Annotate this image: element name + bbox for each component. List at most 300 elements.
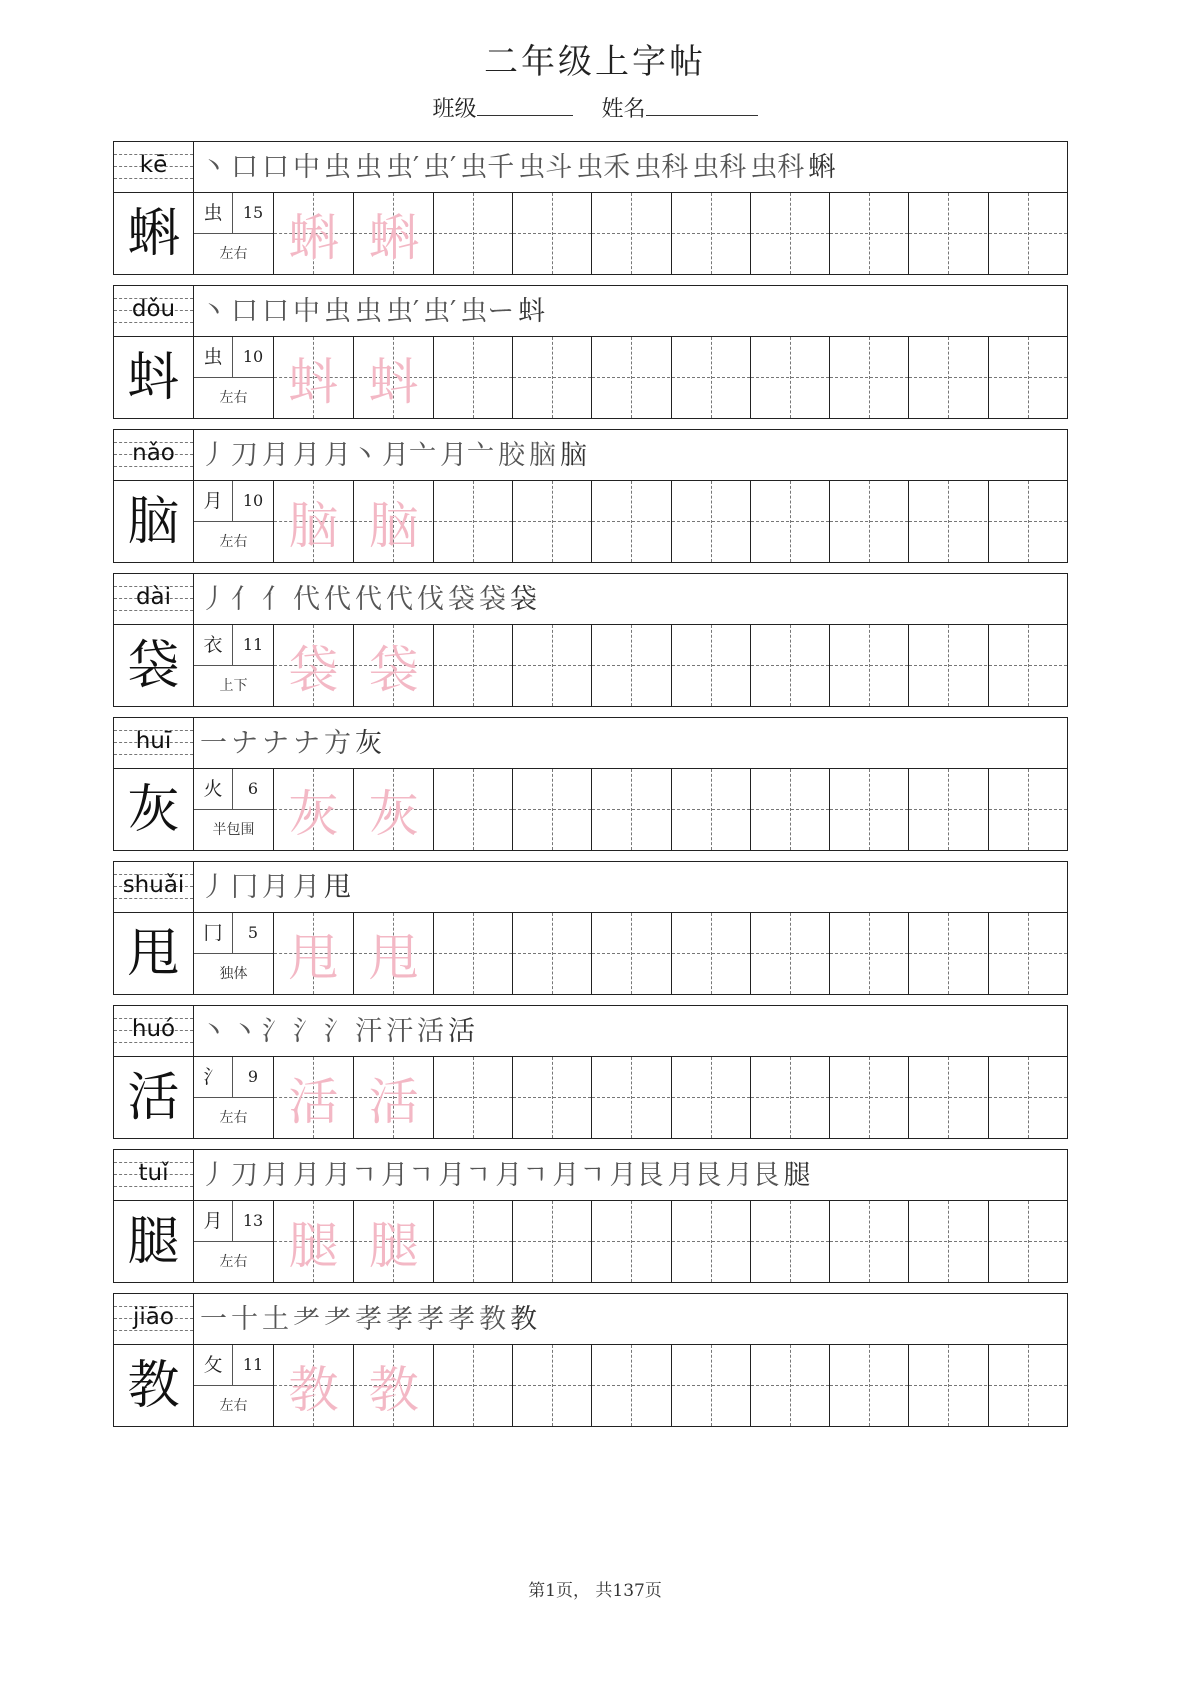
stroke-count: 5 xyxy=(233,913,273,954)
model-char-box xyxy=(114,1201,194,1282)
char-info xyxy=(194,1345,274,1426)
stroke-step: 中 xyxy=(293,152,320,183)
model-char-box xyxy=(114,769,194,850)
stroke-step: ナ xyxy=(231,728,258,759)
char-info xyxy=(194,481,274,562)
model-char-box xyxy=(114,1345,194,1426)
stroke-step: 汗 xyxy=(386,1016,413,1047)
grid-guide-v xyxy=(473,769,474,850)
stroke-step: 土 xyxy=(262,1304,289,1335)
stroke-sequence xyxy=(200,436,591,476)
stroke-step: 月亠 xyxy=(440,440,494,471)
stroke-step: 亻 xyxy=(231,584,258,615)
practice-cell[interactable] xyxy=(433,1201,512,1282)
practice-cell[interactable] xyxy=(591,337,670,418)
model-char: 蚪 xyxy=(127,347,180,408)
structure-label: 独体 xyxy=(219,966,248,982)
trace-cell[interactable] xyxy=(353,481,432,562)
stroke-step: 月丶 xyxy=(324,440,378,471)
grid-guide-v xyxy=(869,1057,870,1138)
practice-cell[interactable] xyxy=(671,193,750,274)
practice-cell[interactable] xyxy=(512,625,591,706)
practice-cell[interactable] xyxy=(750,1057,829,1138)
stroke-step: 虫ー xyxy=(460,296,515,327)
practice-cell[interactable] xyxy=(433,1057,512,1138)
grid-guide-v xyxy=(552,769,553,850)
stroke-step: 丶 xyxy=(200,296,227,327)
trace-char: 袋 xyxy=(288,640,339,699)
grid-guide-v xyxy=(631,1345,632,1426)
stroke-step: 伐 xyxy=(417,584,444,615)
practice-cell[interactable] xyxy=(671,913,750,994)
structure-label: 左右 xyxy=(219,1254,248,1270)
practice-cell[interactable] xyxy=(591,1057,670,1138)
grid-guide-v xyxy=(473,1057,474,1138)
grid-guide-v xyxy=(948,193,949,274)
stroke-order-row xyxy=(114,1294,1067,1345)
practice-cell[interactable] xyxy=(829,1345,908,1426)
grid-guide-v xyxy=(473,1201,474,1282)
practice-cell[interactable] xyxy=(908,625,987,706)
model-char: 蝌 xyxy=(127,203,180,264)
practice-cell[interactable] xyxy=(829,913,908,994)
trace-cell[interactable] xyxy=(274,193,353,274)
stroke-step: 腿 xyxy=(783,1160,811,1191)
stroke-sequence xyxy=(200,868,355,908)
pinyin-text: tuǐ xyxy=(138,1160,169,1186)
practice-cell[interactable] xyxy=(750,1345,829,1426)
stroke-step: 袋 xyxy=(510,584,537,615)
stroke-step: 蚪 xyxy=(518,296,546,327)
practice-cell[interactable] xyxy=(591,1201,670,1282)
grid-guide-v xyxy=(631,1201,632,1282)
trace-cell[interactable] xyxy=(274,1057,353,1138)
radical-label: 虫 xyxy=(194,337,233,378)
name-blank[interactable] xyxy=(646,95,758,116)
stroke-step: 孝 xyxy=(386,1304,413,1335)
practice-cell[interactable] xyxy=(512,1201,591,1282)
stroke-step: 甩 xyxy=(324,872,351,903)
practice-cell[interactable] xyxy=(988,1201,1067,1282)
stroke-step: 丶 xyxy=(231,1016,258,1047)
stroke-order-row xyxy=(114,718,1067,769)
practice-cell[interactable] xyxy=(433,337,512,418)
practice-cell[interactable] xyxy=(750,337,829,418)
grid-guide-v xyxy=(869,1345,870,1426)
trace-cell[interactable] xyxy=(353,769,432,850)
grid-guide-v xyxy=(552,1345,553,1426)
practice-cell[interactable] xyxy=(671,1201,750,1282)
grid-guide-v xyxy=(711,625,712,706)
grid-guide-v xyxy=(552,625,553,706)
trace-cell[interactable] xyxy=(353,1057,432,1138)
stroke-step: 中 xyxy=(293,296,320,327)
grid-guide-v xyxy=(1028,769,1029,850)
practice-cell[interactable] xyxy=(591,913,670,994)
stroke-step: 教 xyxy=(510,1304,537,1335)
grid-guide-v xyxy=(869,337,870,418)
grid-guide-v xyxy=(948,481,949,562)
stroke-step: 代 xyxy=(293,584,320,615)
trace-cell[interactable] xyxy=(274,625,353,706)
stroke-step: 虫 xyxy=(324,296,351,327)
char-block xyxy=(113,573,1068,707)
stroke-count: 6 xyxy=(233,769,273,810)
grid-guide-v xyxy=(631,769,632,850)
practice-cell[interactable] xyxy=(908,337,987,418)
practice-cell[interactable] xyxy=(829,1201,908,1282)
trace-char: 甩 xyxy=(288,928,339,987)
stroke-step: 胶 xyxy=(498,440,525,471)
stroke-step: 活 xyxy=(417,1016,444,1047)
practice-cell[interactable] xyxy=(908,1057,987,1138)
practice-rows xyxy=(113,141,1068,1437)
structure-label: 上下 xyxy=(219,678,248,694)
practice-cell[interactable] xyxy=(512,1057,591,1138)
model-char-box xyxy=(114,913,194,994)
pinyin-text: nǎo xyxy=(132,440,175,466)
grid-guide-v xyxy=(711,1057,712,1138)
stroke-step: ナ xyxy=(262,728,289,759)
grid-guide-v xyxy=(948,337,949,418)
trace-char: 蝌 xyxy=(288,208,339,267)
pinyin-text: dài xyxy=(135,584,172,610)
practice-cell[interactable] xyxy=(591,625,670,706)
practice-cell[interactable] xyxy=(908,1201,987,1282)
grid-guide-v xyxy=(948,1345,949,1426)
model-char: 脑 xyxy=(127,491,180,552)
practice-grid xyxy=(274,1057,1067,1138)
practice-cell[interactable] xyxy=(988,193,1067,274)
model-char: 教 xyxy=(127,1355,180,1416)
practice-cell[interactable] xyxy=(671,625,750,706)
char-info xyxy=(194,1057,274,1138)
stroke-step: 蝌 xyxy=(808,152,836,183)
grid-guide-v xyxy=(790,913,791,994)
stroke-step: 月 xyxy=(293,440,320,471)
practice-cell[interactable] xyxy=(988,769,1067,850)
stroke-step: 丿 xyxy=(200,584,227,615)
structure-label: 左右 xyxy=(219,1398,248,1414)
model-char: 甩 xyxy=(127,923,180,984)
practice-cell[interactable] xyxy=(671,481,750,562)
trace-cell[interactable] xyxy=(274,337,353,418)
practice-cell[interactable] xyxy=(512,913,591,994)
practice-cell[interactable] xyxy=(591,481,670,562)
stroke-step: 月ㄱ xyxy=(324,1160,378,1191)
stroke-step: 虫 xyxy=(355,152,382,183)
stroke-count: 10 xyxy=(233,481,273,522)
grid-guide-v xyxy=(790,769,791,850)
trace-char: 腿 xyxy=(288,1216,339,1275)
grid-guide-v xyxy=(473,481,474,562)
radical-label: 火 xyxy=(194,769,233,810)
stroke-step: 灰 xyxy=(355,728,382,759)
trace-cell[interactable] xyxy=(353,913,432,994)
stroke-step: 月 xyxy=(293,1160,320,1191)
trace-cell[interactable] xyxy=(274,1201,353,1282)
stroke-step: 口 xyxy=(262,296,289,327)
stroke-step: 袋 xyxy=(448,584,475,615)
stroke-step: 月ㄱ xyxy=(438,1160,492,1191)
practice-cell[interactable] xyxy=(829,337,908,418)
practice-cell[interactable] xyxy=(433,769,512,850)
practice-grid xyxy=(274,193,1067,274)
practice-cell[interactable] xyxy=(671,1057,750,1138)
grid-guide-v xyxy=(1028,1057,1029,1138)
trace-char: 教 xyxy=(288,1360,339,1419)
stroke-step: 耂 xyxy=(324,1304,351,1335)
stroke-step: 代 xyxy=(324,584,351,615)
grid-guide-v xyxy=(473,913,474,994)
stroke-order-row xyxy=(114,862,1067,913)
stroke-step: 冂 xyxy=(231,872,258,903)
stroke-step: 月ㄱ xyxy=(381,1160,435,1191)
practice-cell[interactable] xyxy=(512,481,591,562)
practice-cell[interactable] xyxy=(512,1345,591,1426)
grid-guide-v xyxy=(473,193,474,274)
trace-char: 灰 xyxy=(288,784,339,843)
stroke-count: 13 xyxy=(233,1201,273,1242)
stroke-step: 月ㄱ xyxy=(552,1160,606,1191)
grid-guide-v xyxy=(711,193,712,274)
char-info xyxy=(194,913,274,994)
practice-cell[interactable] xyxy=(908,1345,987,1426)
char-block xyxy=(113,1293,1068,1427)
grid-guide-v xyxy=(869,193,870,274)
model-char: 活 xyxy=(127,1067,180,1128)
model-char-box xyxy=(114,193,194,274)
practice-cell[interactable] xyxy=(988,625,1067,706)
char-block xyxy=(113,1149,1068,1283)
practice-cell[interactable] xyxy=(591,193,670,274)
stroke-step: 汗 xyxy=(355,1016,382,1047)
stroke-step: 耂 xyxy=(293,1304,320,1335)
grid-guide-v xyxy=(631,625,632,706)
stroke-step: 脑 xyxy=(560,440,587,471)
trace-cell[interactable] xyxy=(274,913,353,994)
grid-guide-v xyxy=(1028,1201,1029,1282)
practice-cell[interactable] xyxy=(988,337,1067,418)
char-info xyxy=(194,1201,274,1282)
char-block xyxy=(113,429,1068,563)
pinyin-text: huī xyxy=(135,728,172,754)
grid-guide-v xyxy=(790,1201,791,1282)
grid-guide-v xyxy=(1028,913,1029,994)
grid-guide-v xyxy=(711,481,712,562)
stroke-count: 15 xyxy=(233,193,273,234)
grid-guide-v xyxy=(790,337,791,418)
radical-label: 月 xyxy=(194,481,233,522)
practice-cell[interactable] xyxy=(671,1345,750,1426)
grid-guide-v xyxy=(1028,193,1029,274)
stroke-step: 十 xyxy=(231,1304,258,1335)
practice-cell[interactable] xyxy=(908,913,987,994)
grid-guide-v xyxy=(552,1057,553,1138)
model-char-box xyxy=(114,1057,194,1138)
stroke-step: 丿 xyxy=(200,872,227,903)
grid-guide-v xyxy=(790,193,791,274)
pinyin-text: jiāo xyxy=(133,1304,174,1330)
practice-cell[interactable] xyxy=(512,337,591,418)
char-info xyxy=(194,769,274,850)
practice-cell[interactable] xyxy=(671,769,750,850)
practice-cell[interactable] xyxy=(988,1057,1067,1138)
grid-guide-v xyxy=(711,769,712,850)
stroke-sequence xyxy=(200,724,386,764)
grid-guide-v xyxy=(473,1345,474,1426)
grid-guide-v xyxy=(552,481,553,562)
stroke-sequence xyxy=(200,1300,541,1340)
stroke-sequence xyxy=(200,148,839,188)
stroke-step: 口 xyxy=(262,152,289,183)
practice-cell[interactable] xyxy=(829,769,908,850)
structure-label: 左右 xyxy=(219,534,248,550)
practice-cell[interactable] xyxy=(988,913,1067,994)
stroke-step: 氵 xyxy=(324,1016,351,1047)
practice-cell[interactable] xyxy=(512,193,591,274)
stroke-order-row xyxy=(114,142,1067,193)
pinyin-box xyxy=(114,718,194,768)
practice-cell[interactable] xyxy=(829,481,908,562)
structure-label: 左右 xyxy=(219,1110,248,1126)
practice-cell[interactable] xyxy=(591,769,670,850)
class-label: 班级 xyxy=(432,97,477,122)
practice-cell[interactable] xyxy=(750,913,829,994)
stroke-step: 氵 xyxy=(262,1016,289,1047)
practice-cell[interactable] xyxy=(750,193,829,274)
stroke-step: 虫斗 xyxy=(518,152,573,183)
stroke-step: 月亠 xyxy=(382,440,436,471)
practice-cell[interactable] xyxy=(433,625,512,706)
stroke-step: 虫 xyxy=(355,296,382,327)
trace-cell[interactable] xyxy=(353,1201,432,1282)
stroke-step: ナ xyxy=(293,728,320,759)
grid-guide-v xyxy=(711,337,712,418)
grid-guide-v xyxy=(631,193,632,274)
practice-cell[interactable] xyxy=(591,1345,670,1426)
practice-cell[interactable] xyxy=(750,481,829,562)
stroke-step: 月 xyxy=(262,872,289,903)
stroke-step: 丿 xyxy=(200,440,227,471)
stroke-step: 虫′ xyxy=(386,296,420,327)
stroke-step: 氵 xyxy=(293,1016,320,1047)
trace-char: 蝌 xyxy=(368,208,419,267)
practice-cell[interactable] xyxy=(512,769,591,850)
trace-char: 教 xyxy=(368,1360,419,1419)
stroke-sequence xyxy=(200,1012,479,1052)
stroke-order-row xyxy=(114,286,1067,337)
trace-cell[interactable] xyxy=(353,625,432,706)
model-char-box xyxy=(114,481,194,562)
stroke-sequence xyxy=(200,1156,814,1196)
practice-grid xyxy=(274,1201,1067,1282)
trace-cell[interactable] xyxy=(353,1345,432,1426)
stroke-step: 代 xyxy=(355,584,382,615)
practice-cell[interactable] xyxy=(433,913,512,994)
stroke-step: 月艮 xyxy=(725,1160,780,1191)
grid-guide-v xyxy=(948,1201,949,1282)
pinyin-box xyxy=(114,1150,194,1200)
radical-label: 衣 xyxy=(194,625,233,666)
grid-guide-v xyxy=(711,1345,712,1426)
trace-cell[interactable] xyxy=(274,481,353,562)
grid-guide-v xyxy=(552,1201,553,1282)
stroke-step: 虫禾 xyxy=(576,152,631,183)
stroke-step: 丿 xyxy=(200,1160,227,1191)
stroke-step: 丶 xyxy=(200,152,227,183)
pinyin-text: kē xyxy=(139,152,168,178)
page-title: 二年级上字帖 xyxy=(484,42,706,82)
trace-cell[interactable] xyxy=(274,769,353,850)
trace-cell[interactable] xyxy=(353,193,432,274)
trace-char: 脑 xyxy=(288,496,339,555)
practice-cell[interactable] xyxy=(433,481,512,562)
practice-cell[interactable] xyxy=(988,1345,1067,1426)
practice-cell[interactable] xyxy=(829,193,908,274)
trace-char: 活 xyxy=(288,1072,339,1131)
student-info-line xyxy=(0,92,1190,123)
grid-guide-v xyxy=(1028,625,1029,706)
grid-guide-v xyxy=(790,1057,791,1138)
practice-cell[interactable] xyxy=(750,769,829,850)
practice-cell[interactable] xyxy=(908,193,987,274)
grid-guide-v xyxy=(790,1345,791,1426)
trace-cell[interactable] xyxy=(353,337,432,418)
practice-cell[interactable] xyxy=(908,481,987,562)
page-footer: 第1页， 共137页 xyxy=(528,1581,662,1601)
radical-label: 月 xyxy=(194,1201,233,1242)
stroke-count: 10 xyxy=(233,337,273,378)
char-block xyxy=(113,1005,1068,1139)
stroke-step: 虫科 xyxy=(634,152,689,183)
practice-cell[interactable] xyxy=(671,337,750,418)
practice-cell[interactable] xyxy=(750,625,829,706)
radical-label: 冂 xyxy=(194,913,233,954)
class-blank[interactable] xyxy=(477,95,573,116)
pinyin-box xyxy=(114,142,194,192)
grid-guide-v xyxy=(869,913,870,994)
stroke-step: 孝 xyxy=(355,1304,382,1335)
practice-cell[interactable] xyxy=(829,625,908,706)
pinyin-box xyxy=(114,862,194,912)
stroke-order-row xyxy=(114,1150,1067,1201)
trace-cell[interactable] xyxy=(274,1345,353,1426)
practice-cell[interactable] xyxy=(433,193,512,274)
grid-guide-v xyxy=(552,913,553,994)
pinyin-box xyxy=(114,286,194,336)
pinyin-text: shuǎi xyxy=(122,872,185,898)
practice-cell[interactable] xyxy=(988,481,1067,562)
practice-cell[interactable] xyxy=(750,1201,829,1282)
practice-cell[interactable] xyxy=(908,769,987,850)
stroke-step: 虫科 xyxy=(750,152,805,183)
grid-guide-v xyxy=(869,625,870,706)
char-info xyxy=(194,193,274,274)
trace-char: 蚪 xyxy=(288,352,339,411)
grid-guide-v xyxy=(631,913,632,994)
stroke-sequence xyxy=(200,292,549,332)
practice-cell[interactable] xyxy=(433,1345,512,1426)
practice-cell[interactable] xyxy=(829,1057,908,1138)
stroke-count: 11 xyxy=(233,625,273,666)
radical-label: 攵 xyxy=(194,1345,233,1386)
grid-guide-v xyxy=(869,481,870,562)
grid-guide-v xyxy=(552,337,553,418)
practice-grid xyxy=(274,337,1067,418)
grid-guide-v xyxy=(631,481,632,562)
char-info xyxy=(194,337,274,418)
